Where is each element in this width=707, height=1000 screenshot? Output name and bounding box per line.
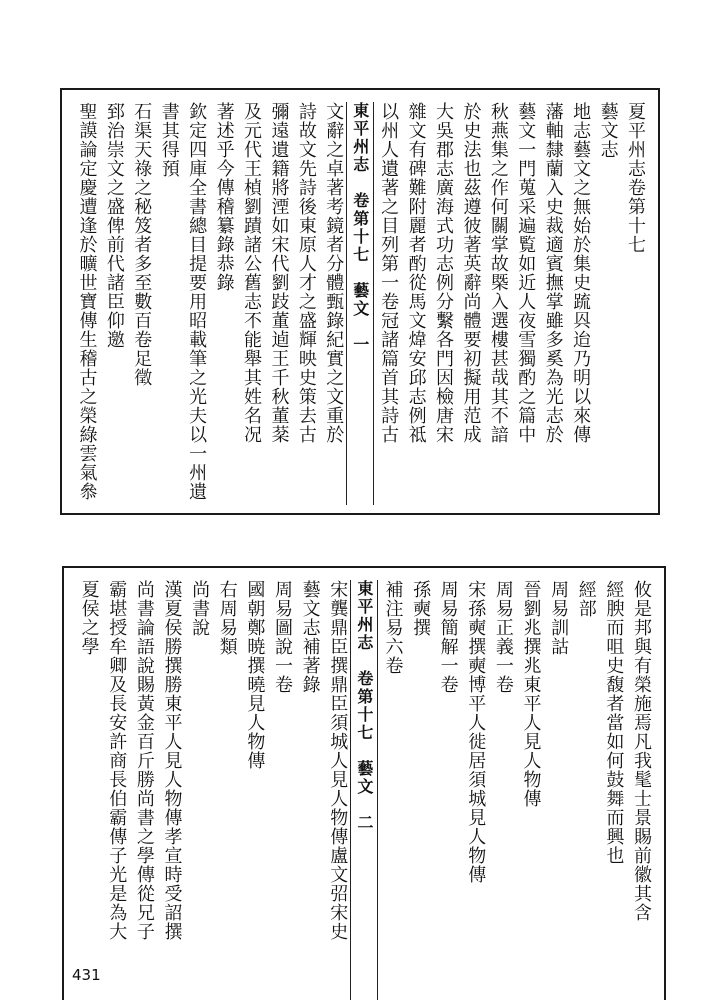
text-column: 著述乎今傳稽纂錄恭錄 [213,102,235,292]
text-column: 書其得預 [158,102,180,178]
text-column: 周易正義一卷 [492,580,514,694]
text-column: 藝文一門蒐采遍覧如近人夜雪獨酌之篇中 [515,102,537,444]
text-column: 晉劉兆撰兆東平人見人物傳 [520,580,542,808]
text-column: 於史法也茲遵彼著英辭尚體要初擬用范成 [460,102,482,444]
text-column: 秋燕集之作何關掌故槩入選樓甚哉其不諳 [487,102,509,444]
text-column: 漢夏侯勝撰勝東平人見人物傳孝宣時受詔撰 [161,580,183,941]
center-margin-band: 東平州志 卷第十七 藝文 一 [346,102,374,505]
text-column: 周易簡解一卷 [437,580,459,694]
text-column: 雜文有碑難附麗者酌從馬文煒安邱志例祗 [405,102,427,444]
text-column: 周易圖說一卷 [271,580,293,694]
text-column: 夏平州志卷第十七 [625,102,646,254]
text-column: 霸堪授牟卿及長安許商長伯霸傳子光是為大 [106,580,128,941]
text-column: 藩軸隸蘭入史裁適賓撫掌雖多奚為光志於 [542,102,564,444]
text-column: 藝文志 [597,102,619,159]
text-column: 藝文志補著錄 [299,580,321,694]
text-column: 詩故文先詩後東原人才之盛輝映史策去古 [295,102,317,444]
text-column: 孫奭撰 [410,580,432,637]
text-column: 文辭之卓著考鏡者分體甄錄紀實之文重於 [323,102,345,444]
text-column: 宋龔鼎臣撰鼎臣須城人見人物傳盧文弨宋史 [327,580,349,941]
text-column: 宋孫奭撰奭博平人徙居須城見人物傳 [465,580,487,884]
text-column: 地志藝文之無始於集史䟽㒷迨乃明以來傳 [570,102,592,444]
text-column: 聖謨論定慶遭逢於曠世寶傳生稽古之榮綠雲氣叅 [76,102,98,501]
text-column: 石渠天祿之秘笈者多至數百卷足徵 [131,102,153,387]
text-column: 右周易類 [216,580,238,656]
text-column: 經部 [575,580,597,618]
text-column: 郅治崇文之盛俾前代諸臣仰邀 [103,102,125,349]
bottom-page-frame [62,566,666,1000]
text-column: 尚書論語說賜黃金百斤勝尚書之學傳從兄子 [133,580,155,941]
page-number: 431 [72,966,101,984]
top-page-text [72,102,648,505]
text-column: 以州人遺著之目列第一卷冠諸篇首其詩古 [378,102,400,444]
text-column: 經腴而咀史馥者當如何鼓舞而興也 [603,580,625,865]
text-column: 攸是邦與有榮施焉凡我髦士景賜前徽其含 [631,580,652,922]
top-page-frame [60,88,660,515]
text-column: 欽定四庫全書總目提要用昭載筆之光夫以一州遺 [186,102,208,501]
text-column: 大吳郡志廣海式功志例分繫各門因檢唐宋 [433,102,454,444]
center-margin-band: 東平州志 卷第十七 藝文 二 [350,580,378,1000]
text-column: 及元代王楨劉蹟諸公舊志不能舉其姓名况 [241,102,262,444]
text-column: 周易訓詁 [548,580,570,656]
text-column: 尚書說 [189,580,211,637]
text-column: 夏侯之學 [78,580,100,656]
text-column: 彌遠遺籍將湮如宋代劉跂董逌王千秋董棻 [268,102,290,444]
text-column: 國朝鄭暁撰曉見人物傳 [244,580,266,770]
bottom-page-text [74,580,654,1000]
text-column: 補注易六卷 [382,580,404,675]
